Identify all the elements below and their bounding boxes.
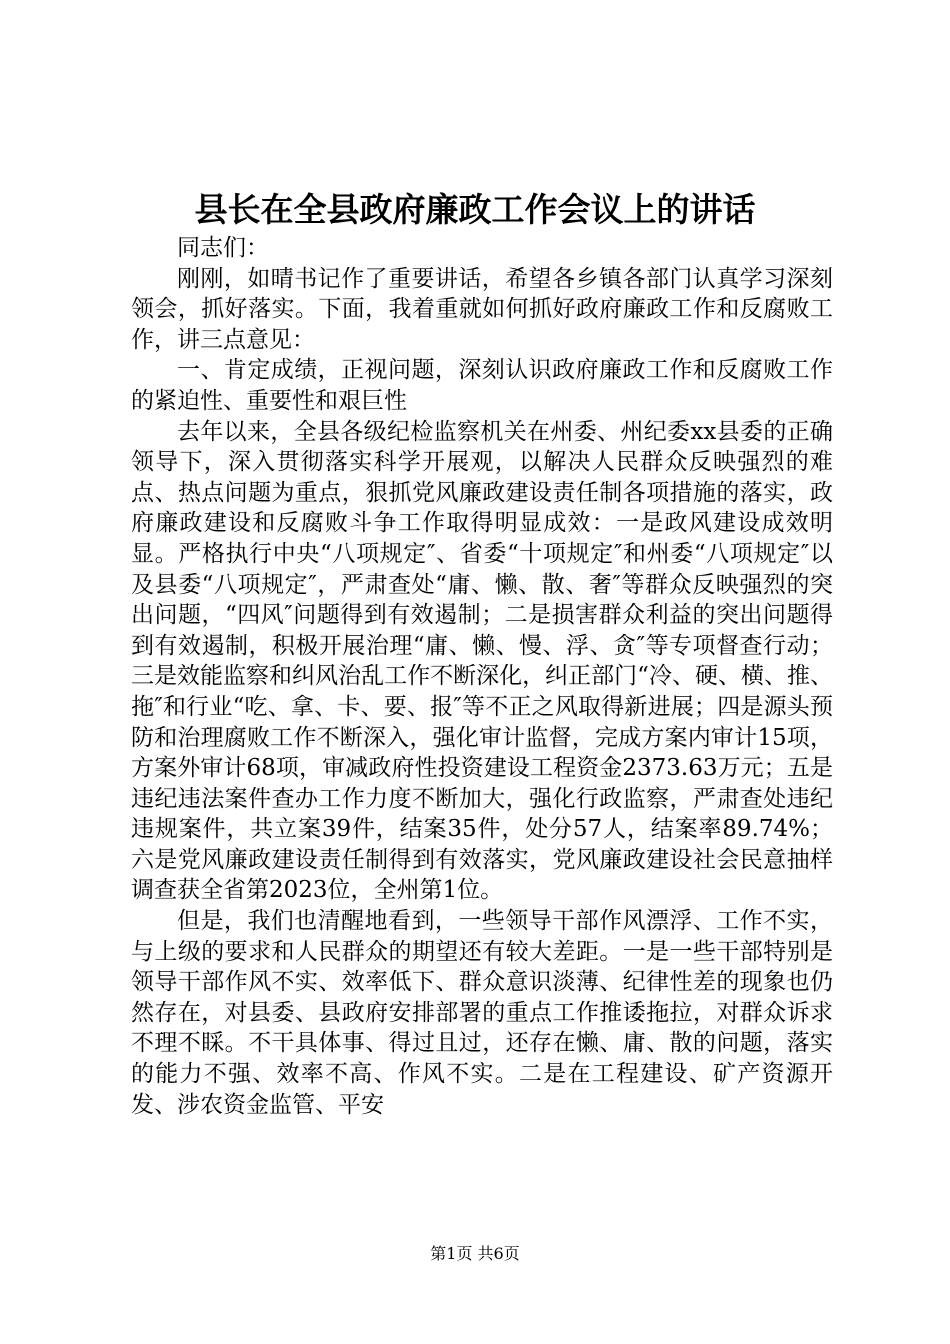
paragraph-intro: 刚刚，如晴书记作了重要讲话，希望各乡镇各部门认真学习深刻领会，抓好落实。下面，我着重就如何抓好政府廉政工作和反腐败工作，讲三点意见：: [131, 265, 833, 353]
document-body: [131, 233, 833, 1120]
document-title: 县长在全县政府廉政工作会议上的讲话: [194, 190, 756, 229]
paragraph-section-heading: 一、肯定成绩，正视问题，深刻认识政府廉政工作和反腐败工作的紧迫性、重要性和艰巨性: [131, 357, 833, 414]
paragraph-achievements: 去年以来，全县各级纪检监察机关在州委、州纪委xx县委的正确领导下，深入贯彻落实科学开展观，以解决人民群众反映强烈的难点、热点问题为重点，狠抓党风廉政建设责任制各项措施的落实，政府廉政建设和反腐败斗争工作取得明显成效：一是政风建设成效明显。严格执行中央“八项规定″、省委“十项规定″和州委“八项规定″以及县委“八项规定″，严肃查处“庸、懒、散、奢″等群众反映强烈的突出问题，“四风″问题得到有效遏制；二是损害群众利益的突出问题得到有效遏制，积极开展治理“庸、懒、慢、浮、贪″等专项督查行动；三是效能监察和纠风治乱工作不断深化，纠正部门“冷、硬、横、推、拖″和行业“吃、拿、卡、要、报″等不正之风取得新进展；四是源头预防和治理腐败工作不断深入，强化审计监督，完成方案内审计15项，方案外审计68项，审减政府性投资建设工程资金2373.63万元；五是违纪违法案件查办工作力度不断加大，强化行政监察，严肃查处违纪违规案件，共立案39件，结案35件，处分57人，结案率89.74%；六是党风廉政建设责任制得到有效落实，党风廉政建设社会民意抽样调查获全省第2023位，全州第1位。: [131, 418, 833, 904]
salutation: 同志们：: [177, 235, 269, 261]
page-number-footer: 第1页 共6页: [430, 1244, 520, 1263]
paragraph-problems: 但是，我们也清醒地看到，一些领导干部作风漂浮、工作不实，与上级的要求和人民群众的期望还有较大差距。一是一些干部特别是领导干部作风不实、效率低下、群众意识淡薄、纪律性差的现象也仍然存在，对县委、县政府安排部署的重点工作推诿拖拉，对群众诉求不理不睬。不干具体事、得过且过，还存在懒、庸、散的问题，落实的能力不强、效率不高、作风不实。二是在工程建设、矿产资源开发、涉农资金监管、平安: [131, 908, 833, 1118]
